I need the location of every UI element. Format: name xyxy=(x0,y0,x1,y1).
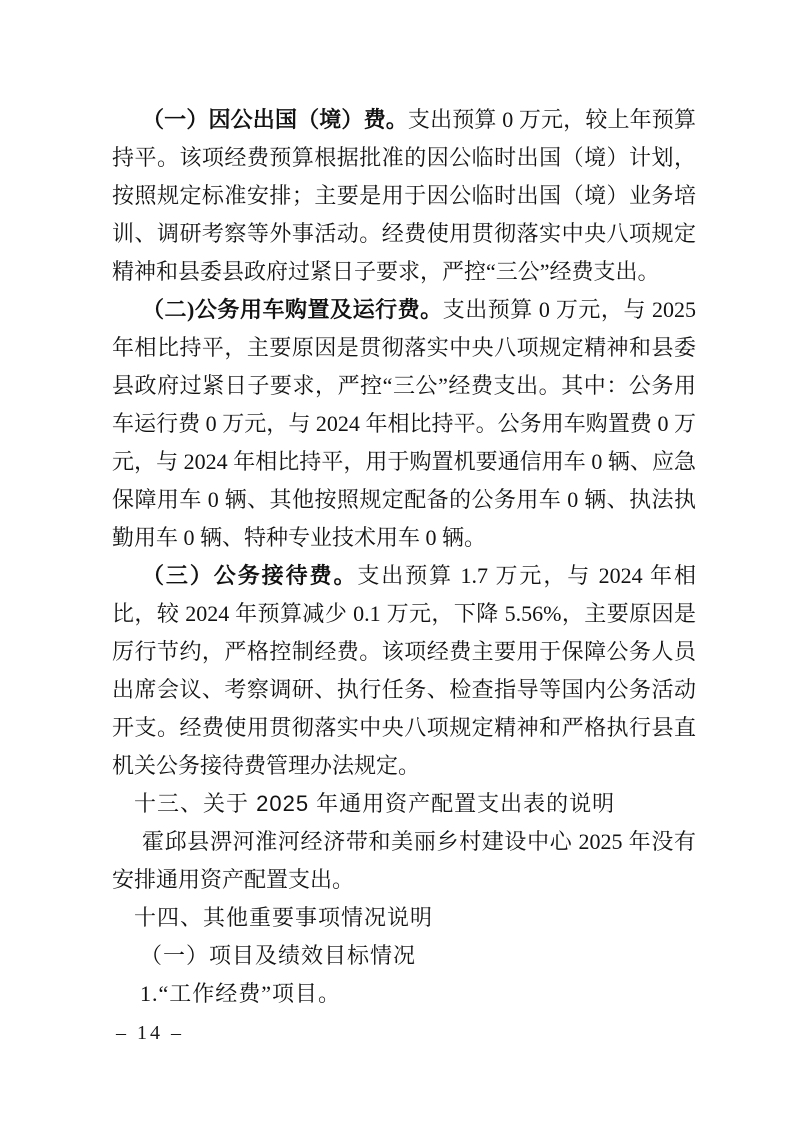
paragraph-vehicle-expense xyxy=(112,291,696,557)
subheading-work-expense-project: 1.“工作经费”项目。 xyxy=(140,981,342,1006)
paragraph-reception-expense-text: 支出预算 1.7 万元，与 2024 年相比，较 2024 年预算减少 0.1 万元，下降 5.56%，主要原因是厉行节约，严格控制经费。该项经费主要用于保障公务人员出席会议、考察调研、执行任务、检查指导等国内公务活动开支。经费使用贯彻落实中央八项规定精神和严格执行县直机关公务接待费管理办法规定。 xyxy=(112,563,696,778)
paragraph-reception-expense xyxy=(112,557,696,785)
paragraph-asset-allocation xyxy=(112,823,696,899)
page-number: – 14 – xyxy=(116,1022,184,1044)
heading-13-asset-allocation: 十三、关于 2025 年通用资产配置支出表的说明 xyxy=(134,791,616,816)
paragraph-asset-allocation-text: 霍邱县淠河淮河经济带和美丽乡村建设中心 2025 年没有安排通用资产配置支出。 xyxy=(112,829,696,892)
paragraph-vehicle-expense-lead: （二)公务用车购置及运行费。 xyxy=(142,297,443,322)
paragraph-abroad-expense-lead: （一）因公出国（境）费。 xyxy=(142,107,408,132)
paragraph-abroad-expense-text: 支出预算 0 万元，较上年预算持平。该项经费预算根据批准的因公临时出国（境）计划，按照规定标准安排；主要是用于因公临时出国（境）业务培训、调研考察等外事活动。经费使用贯彻落实中央八项规定精神和县委县政府过紧日子要求，严控“三公”经费支出。 xyxy=(112,107,696,284)
subheading-project-performance: （一）项目及绩效目标情况 xyxy=(140,943,417,968)
heading-14-other-matters: 十四、其他重要事项情况说明 xyxy=(134,905,434,930)
paragraph-reception-expense-lead: （三）公务接待费。 xyxy=(142,563,358,588)
paragraph-vehicle-expense-text: 支出预算 0 万元，与 2025 年相比持平，主要原因是贯彻落实中央八项规定精神和县委县政府过紧日子要求，严控“三公”经费支出。其中：公务用车运行费 0 万元，与 2024 年相比持平。公务用车购置费 0 万元，与 2024 年相比持平，用于购置机要通信用车 0 辆、应急保障用车 0 辆、其他按照规定配备的公务用车 0 辆、执法执勤用车 0 辆、特种专业技术用车 0 辆。 xyxy=(112,297,696,550)
paragraph-abroad-expense xyxy=(112,101,696,291)
document-body xyxy=(112,101,696,1013)
